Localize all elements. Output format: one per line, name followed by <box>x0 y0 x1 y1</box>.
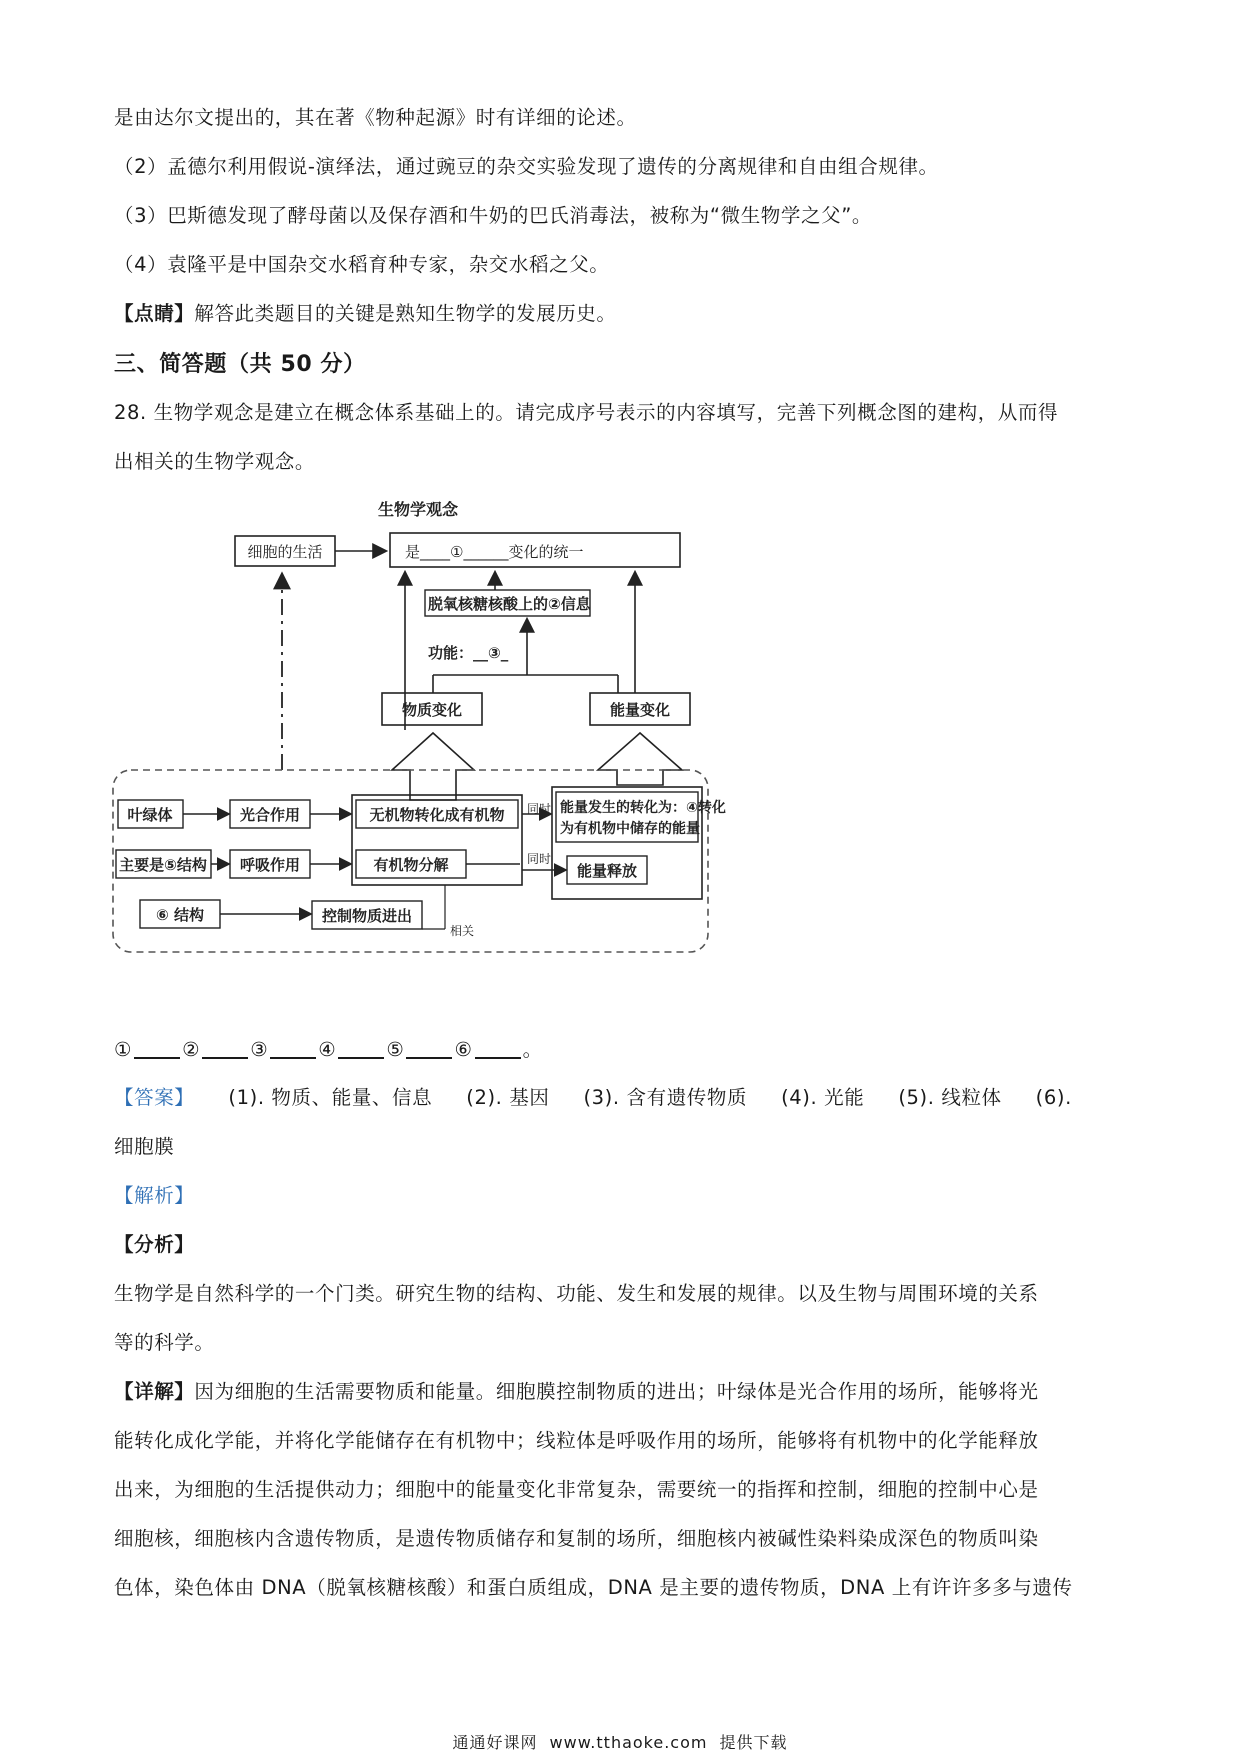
answer-label: 【答案】 <box>114 1086 195 1109</box>
answer-wrap: 细胞膜 <box>114 1135 175 1158</box>
blank-1: ① <box>114 1038 133 1061</box>
inorganic-label: 无机物转化成有机物 <box>369 806 505 824</box>
answer-5: (5). 线粒体 <box>898 1086 1002 1109</box>
fenxi-line-2: 等的科学。 <box>114 1331 215 1354</box>
paragraph-4: （4）袁隆平是中国杂交水稻育种专家，杂交水稻之父。 <box>114 253 610 276</box>
page-footer <box>0 1730 1240 1753</box>
analysis-label: 【解析】 <box>114 1184 195 1207</box>
detail-line-2: 能转化成化学能，并将化学能储存在有机物中；线粒体是呼吸作用的场所，能够将有机物中的化学能释放 <box>114 1429 1039 1452</box>
concept-diagram <box>110 495 810 965</box>
blank-5: ⑤ <box>386 1038 405 1061</box>
control-label: 控制物质进出 <box>321 907 413 925</box>
blank-line-2 <box>202 1039 248 1059</box>
energy-conversion-line-1: 能量发生的转化为：④转化 <box>560 800 726 816</box>
answer-1: (1). 物质、能量、信息 <box>228 1086 433 1109</box>
cell-life-label: 细胞的生活 <box>247 543 323 561</box>
dna-info-label: 脱氧核糖核酸上的②信息 <box>428 595 591 613</box>
respiration-label: 呼吸作用 <box>239 856 301 874</box>
detail-line-4: 细胞核，细胞核内含遗传物质，是遗传物质储存和复制的场所，细胞核内被碱性染料染成深色的物质叫染 <box>114 1527 1039 1550</box>
diagram-title: 生物学观念 <box>378 500 459 519</box>
question-line-1: 28. 生物学观念是建立在概念体系基础上的。请完成序号表示的内容填写，完善下列概念图的建构，从而得 <box>114 401 1059 424</box>
related-label: 相关 <box>450 924 475 938</box>
blank-6: ⑥ <box>454 1038 473 1061</box>
blank-3: ③ <box>250 1038 269 1061</box>
blank-line-1 <box>134 1039 180 1059</box>
function-label: 功能：__③_ <box>428 644 509 662</box>
energy-change-label: 能量变化 <box>609 701 671 719</box>
answer-2: (2). 基因 <box>466 1086 550 1109</box>
tip-label: 【点睛】 <box>114 302 195 325</box>
blank-line-6 <box>475 1039 521 1059</box>
paragraph-3: （3）巴斯德发现了酵母菌以及保存酒和牛奶的巴氏消毒法，被称为“微生物学之父”。 <box>114 204 873 227</box>
hollow-arrow-energy <box>598 733 682 785</box>
organic-decomp-label: 有机物分解 <box>373 856 449 874</box>
same-time-1: 同时 <box>527 802 552 816</box>
detail-line-5: 色体，染色体由 DNA（脱氧核糖核酸）和蛋白质组成，DNA 是主要的遗传物质，DNA 上有许许多多与遗传 <box>114 1576 1073 1599</box>
answer-4: (4). 光能 <box>781 1086 865 1109</box>
detail-text-1: 因为细胞的生活需要物质和能量。细胞膜控制物质的进出；叶绿体是光合作用的场所，能够将光 <box>194 1380 1039 1403</box>
photosynthesis-label: 光合作用 <box>239 806 301 824</box>
blank-line-3 <box>270 1039 316 1059</box>
blanks-line <box>114 1035 543 1065</box>
tip-text: 解答此类题目的关键是熟知生物学的发展历史。 <box>194 302 617 325</box>
fenxi-label: 【分析】 <box>114 1233 195 1256</box>
detail-line-3: 出来，为细胞的生活提供动力；细胞中的能量变化非常复杂，需要统一的指挥和控制，细胞的控制中心是 <box>114 1478 1039 1501</box>
blanks-end: 。 <box>522 1038 543 1061</box>
paragraph-1: 是由达尔文提出的，其在著《物种起源》时有详细的论述。 <box>114 106 637 129</box>
detail-line-1 <box>114 1377 1039 1407</box>
section-heading: 三、简答题（共 50 分） <box>114 352 366 377</box>
blank-2: ② <box>182 1038 201 1061</box>
chloroplast-label: 叶绿体 <box>127 806 173 824</box>
footer-note: 提供下载 <box>719 1733 788 1752</box>
structure-6-label: ⑥ 结构 <box>156 906 204 924</box>
blank-line-4 <box>338 1039 384 1059</box>
question-line-2: 出相关的生物学观念。 <box>114 450 316 473</box>
matter-change-label: 物质变化 <box>401 701 463 719</box>
footer-url[interactable]: www.tthaoke.com <box>549 1733 708 1752</box>
answer-3: (3). 含有遗传物质 <box>583 1086 748 1109</box>
answer-6: (6). <box>1035 1086 1072 1109</box>
energy-conversion-line-2: 为有机物中储存的能量 <box>560 821 700 837</box>
blank-line-5 <box>406 1039 452 1059</box>
same-time-2: 同时 <box>527 852 552 866</box>
footer-site: 通通好课网 <box>452 1733 538 1752</box>
answer-line <box>114 1083 1072 1113</box>
mainly-5-label: 主要是⑤结构 <box>119 856 207 874</box>
paragraph-2: （2）孟德尔利用假说-演绎法，通过豌豆的杂交实验发现了遗传的分离规律和自由组合规律。 <box>114 155 939 178</box>
blank-4: ④ <box>318 1038 337 1061</box>
tip-line <box>114 299 617 329</box>
hollow-arrow-matter <box>392 733 474 800</box>
unity-label: 是____①______变化的统一 <box>405 543 584 561</box>
detail-label: 【详解】 <box>114 1380 195 1403</box>
fenxi-line-1: 生物学是自然科学的一个门类。研究生物的结构、功能、发生和发展的规律。以及生物与周围环境的关系 <box>114 1282 1039 1305</box>
energy-release-label: 能量释放 <box>576 862 638 880</box>
